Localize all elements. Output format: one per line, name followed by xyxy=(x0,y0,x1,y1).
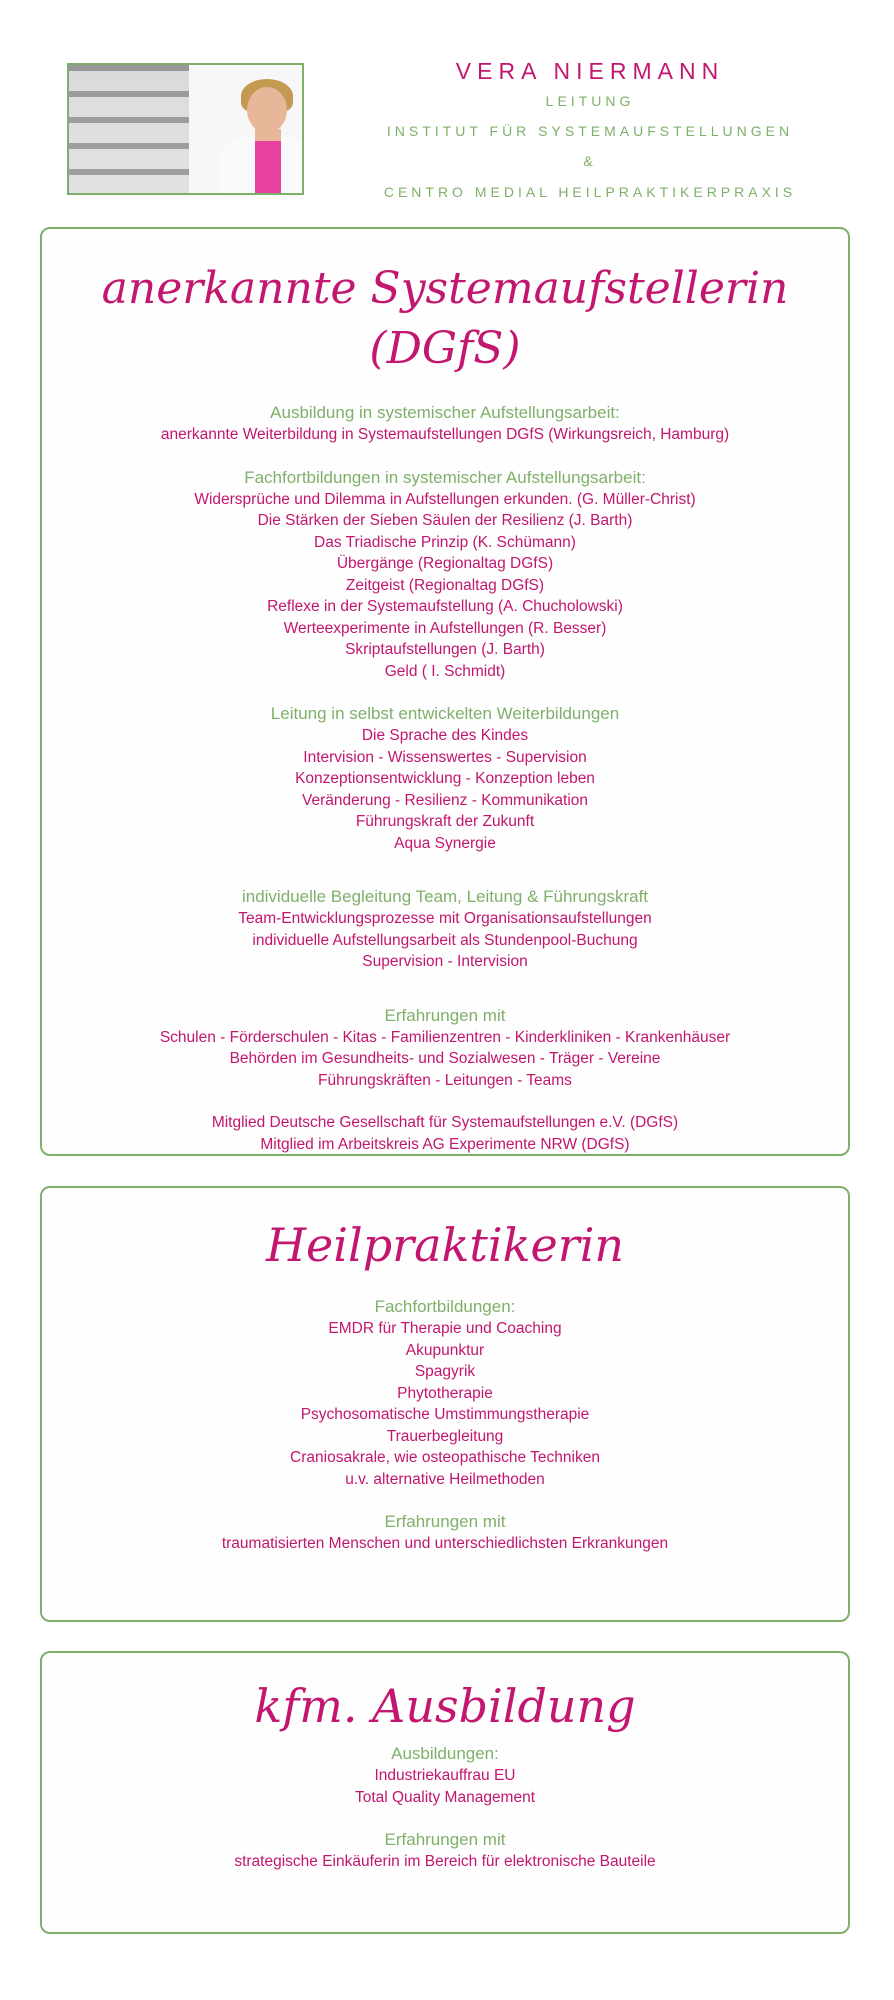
card-kfm-ausbildung xyxy=(40,1651,850,1934)
practice-label: CENTRO MEDIAL HEILPRAKTIKERPRAXIS xyxy=(383,184,797,200)
list-item: Spagyrik xyxy=(414,1363,476,1380)
list-item: Intervision - Wissenswertes - Supervision xyxy=(303,748,587,766)
list-item: Supervision - Intervision xyxy=(362,953,528,970)
section-heading: Fachfortbildungen in systemischer Aufstellungsarbeit: xyxy=(244,467,646,487)
section-heading: Ausbildung in systemischer Aufstellungsarbeit: xyxy=(270,403,620,422)
list-item: Phytotherapie xyxy=(397,1384,493,1402)
list-item: Skriptaufstellungen (J. Barth) xyxy=(345,641,545,658)
section-heading: Erfahrungen mit xyxy=(384,1830,506,1849)
person-name: VERA NIERMANN xyxy=(455,58,725,84)
list-item: EMDR für Therapie und Coaching xyxy=(328,1320,562,1337)
membership-item: Mitglied Deutsche Gesellschaft für Systemaufstellungen e.V. (DGfS) xyxy=(211,1114,679,1131)
card-title: kfm. Ausbildung xyxy=(254,1679,636,1733)
list-item: traumatisierten Menschen und unterschiedlichsten Erkrankungen xyxy=(221,1535,669,1552)
list-item: Die Sprache des Kindes xyxy=(361,727,529,744)
membership-item: Mitglied im Arbeitskreis AG Experimente NRW (DGfS) xyxy=(260,1135,630,1153)
card-systemaufstellung xyxy=(40,227,850,1156)
ampersand: & xyxy=(583,153,597,169)
list-item: Reflexe in der Systemaufstellung (A. Chucholowski) xyxy=(267,598,623,615)
list-item: Übergänge (Regionaltag DGfS) xyxy=(336,555,554,572)
list-item: Führungskräften - Leitungen - Teams xyxy=(318,1071,572,1089)
institute-label: INSTITUT FÜR SYSTEMAUFSTELLUNGEN xyxy=(386,123,794,139)
card-title: anerkannte Systemaufstellerin (DGfS) xyxy=(101,263,789,374)
list-item: individuelle Aufstellungsarbeit als Stundenpool-Buchung xyxy=(252,931,638,949)
list-item: Geld ( I. Schmidt) xyxy=(384,662,506,680)
section-heading: Leitung in selbst entwickelten Weiterbildungen xyxy=(270,704,620,723)
list-item: Craniosakrale, wie osteopathische Techniken xyxy=(290,1449,600,1466)
card-title: Heilpraktikerin xyxy=(265,1218,625,1272)
list-item: Behörden im Gesundheits- und Sozialwesen - Träger - Vereine xyxy=(229,1050,661,1067)
section-heading: individuelle Begleitung Team, Leitung & Führungskraft xyxy=(241,887,649,906)
list-item: strategische Einkäuferin im Bereich für elektronische Bauteile xyxy=(234,1853,656,1870)
list-item: Zeitgeist (Regionaltag DGfS) xyxy=(345,576,545,594)
list-item: Die Stärken der Sieben Säulen der Resilienz (J. Barth) xyxy=(257,512,633,529)
role-label: LEITUNG xyxy=(545,93,635,109)
list-item: Schulen - Förderschulen - Kitas - Familienzentren - Kinderkliniken - Krankenhäuser xyxy=(159,1028,731,1046)
list-item: Akupunktur xyxy=(405,1341,485,1359)
list-item: anerkannte Weiterbildung in Systemaufstellungen DGfS (Wirkungsreich, Hamburg) xyxy=(160,426,730,443)
header xyxy=(0,0,894,210)
list-item: Konzeptionsentwicklung - Konzeption leben xyxy=(295,770,595,787)
list-item: Das Triadische Prinzip (K. Schümann) xyxy=(314,533,576,551)
list-item: Industriekauffrau EU xyxy=(374,1767,516,1784)
list-item: Veränderung - Resilienz - Kommunikation xyxy=(301,791,589,809)
list-item: Team-Entwicklungsprozesse mit Organisationsaufstellungen xyxy=(238,910,652,927)
section-heading: Ausbildungen: xyxy=(391,1744,499,1763)
card-heilpraktikerin xyxy=(40,1186,850,1622)
section-heading: Erfahrungen mit xyxy=(384,1005,506,1025)
list-item: Führungskraft der Zukunft xyxy=(355,813,535,830)
portrait-photo xyxy=(67,63,304,195)
list-item: Total Quality Management xyxy=(354,1788,536,1806)
list-item: Widersprüche und Dilemma in Aufstellungen erkunden. (G. Müller-Christ) xyxy=(194,490,696,508)
list-item: Aqua Synergie xyxy=(394,834,496,852)
list-item: Psychosomatische Umstimmungstherapie xyxy=(300,1406,590,1423)
list-item: Werteexperimente in Aufstellungen (R. Besser) xyxy=(283,619,607,637)
section-heading: Fachfortbildungen: xyxy=(374,1297,516,1316)
section-heading: Erfahrungen mit xyxy=(384,1512,506,1531)
list-item: Trauerbegleitung xyxy=(386,1427,504,1445)
list-item: u.v. alternative Heilmethoden xyxy=(345,1470,545,1488)
